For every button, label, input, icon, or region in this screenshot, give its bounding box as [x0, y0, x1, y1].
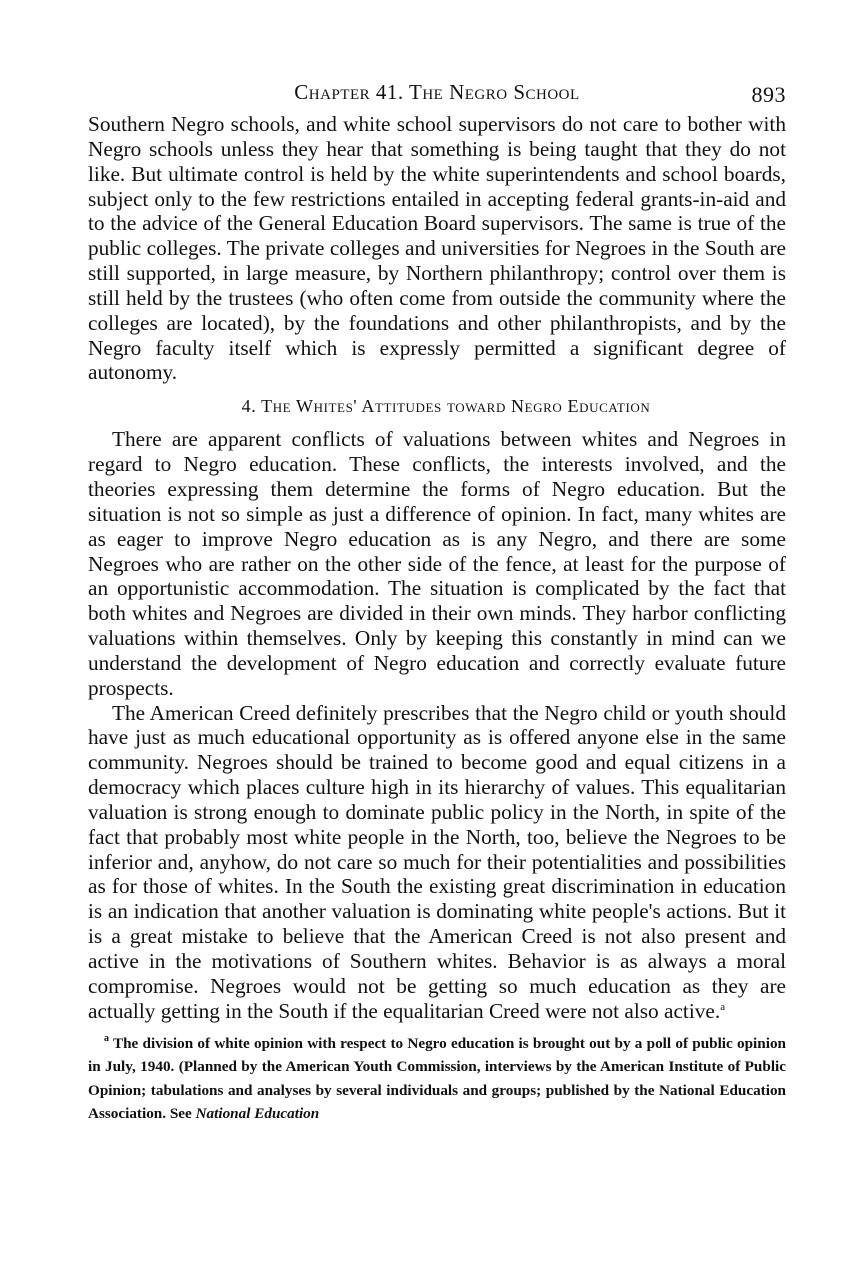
- paragraph-american-creed-text: The American Creed definitely prescribes that the Negro child or youth should have just as much educational opportunity as is offered anyone else in the same community. Negroes should be trained to become good and equal citizens in a democracy which places culture high in its hierarchy of values. This equalitarian valuation is strong enough to dominate public policy in the North, in spite of the fact that probably most white people in the North, too, believe the Negroes to be inferior and, anyhow, do not care so much for their potentialities and possibilities as for those of whites. In the South the existing great discrimination in education is an indication that another valuation is dominating white people's actions. But it is a great mistake to believe that the American Creed is not also present and active in the motivations of Southern whites. Behavior is as always a moral compromise. Negroes would not be getting so much education as they are actually getting in the South if the equalitarian Creed were not also active.: [88, 700, 786, 1023]
- footnote: [88, 1032, 786, 1126]
- body-text: [88, 112, 786, 1024]
- paragraph-conflicts: There are apparent conflicts of valuations between whites and Negroes in regard to Negro education. These conflicts, the interests involved, and the theories expressing them determine the forms of Negro education. But the situation is not so simple as just a difference of opinion. In fact, many whites are as eager to improve Negro education as is any Negro, and there are some Negroes who are rather on the other side of the fence, at least for the purpose of an opportunistic accommodation. The situation is complicated by the fact that both whites and Negroes are divided in their own minds. They harbor conflicting valuations within themselves. Only by keeping this constantly in mind can we understand the development of Negro education and correctly evaluate future prospects.: [88, 427, 786, 700]
- footnote-marker: a: [104, 1033, 109, 1045]
- running-header: [88, 78, 786, 112]
- continuation-paragraph: Southern Negro schools, and white school supervisors do not care to bother with Negro schools unless they hear that something is being taught that they do not like. But ultimate control is held by the white superintendents and school boards, subject only to the few restrictions entailed in accepting federal grants-in-aid and to the advice of the General Education Board supervisors. The same is true of the public colleges. The private colleges and universities for Negroes in the South are still supported, in large measure, by Northern philanthropy; control over them is still held by the trustees (who often come from outside the community where the colleges are located), by the foundations and other philanthropists, and by the Negro faculty itself which is expressly permitted a significant degree of autonomy.: [88, 112, 786, 385]
- page-number: 893: [751, 82, 786, 107]
- footnote-italic-citation: National Education: [195, 1105, 320, 1123]
- section-heading: 4. The Whites' Attitudes toward Negro Education: [241, 396, 651, 417]
- paragraph-american-creed: [88, 701, 786, 1024]
- chapter-title: Chapter 41. The Negro School: [294, 80, 580, 104]
- footnote-reference-mark[interactable]: a: [720, 1000, 726, 1013]
- footnote-text: The division of white opinion with respect to Negro education is brought out by a poll of public opinion in July, 1940. (Planned by the American Youth Commission, interviews by the American Institute of Public Opinion; tabulations and analyses by several individuals and groups; published by the National Education Association. See: [88, 1034, 786, 1123]
- book-page: [88, 78, 786, 1126]
